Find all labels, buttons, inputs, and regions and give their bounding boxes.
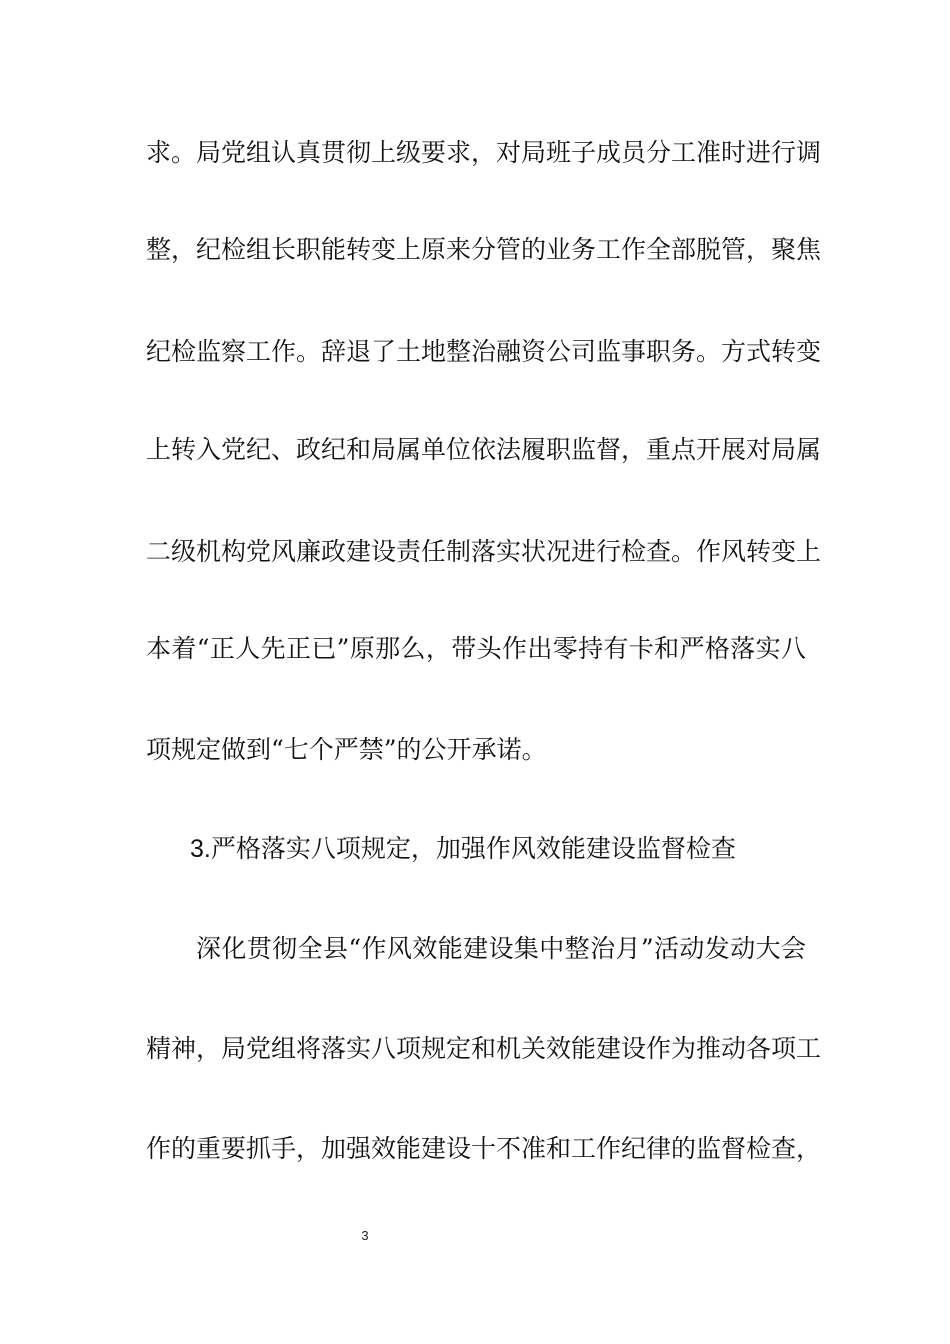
- body-text-line: 整，纪检组长职能转变上原来分管的业务工作全部脱管，聚焦: [146, 235, 822, 264]
- body-text-line: 二级机构党风廉政建设责任制落实状况进行检查。作风转变上: [146, 537, 822, 566]
- body-text-line: 精神，局党组将落实八项规定和机关效能建设作为推动各项工: [146, 1034, 822, 1063]
- body-text-line: 作的重要抓手，加强效能建设十不准和工作纪律的监督检查，: [146, 1134, 822, 1163]
- body-text-line: 项规定做到“七个严禁”的公开承诺。: [146, 735, 547, 764]
- paragraph-first-line: 深化贯彻全县“作风效能建设集中整治月”活动发动大会: [196, 934, 806, 963]
- page-number: 3: [361, 1228, 369, 1243]
- body-text-line: 纪检监察工作。辞退了土地整治融资公司监事职务。方式转变: [146, 337, 822, 366]
- body-text-line: 求。局党组认真贯彻上级要求，对局班子成员分工准时进行调: [146, 138, 822, 167]
- body-text-line: 上转入党纪、政纪和局属单位依法履职监督，重点开展对局属: [146, 435, 822, 464]
- body-text-line: 本着“正人先正已”原那么，带头作出零持有卡和严格落实八: [146, 634, 806, 663]
- section-heading: [190, 834, 736, 864]
- section-title: 严格落实八项规定，加强作风效能建设监督检查: [210, 834, 736, 863]
- section-number: 3.: [190, 835, 211, 863]
